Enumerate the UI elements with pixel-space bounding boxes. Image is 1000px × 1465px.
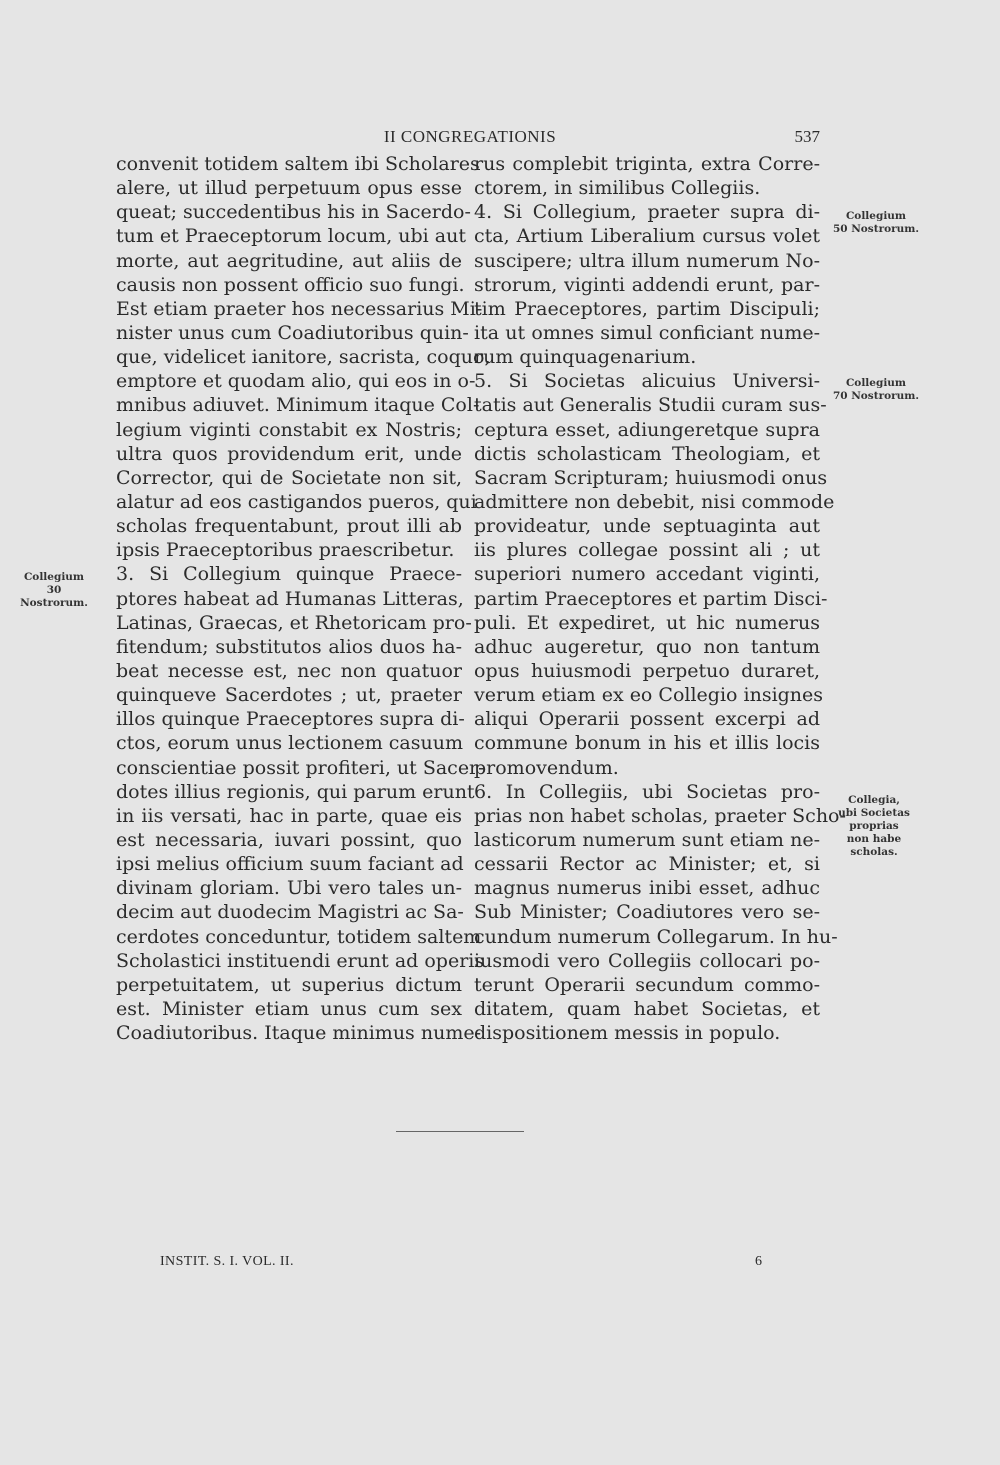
text-line: ipsi melius officium suum faciant ad	[116, 853, 464, 876]
text-line: cessarii Rector ac Minister; et, si	[474, 853, 820, 876]
text-line: iusmodi vero Collegiis collocari po-	[474, 949, 820, 972]
margin-note-line: Collegium	[23, 571, 85, 583]
text-line: suscipere; ultra illum numerum No-	[474, 249, 820, 272]
text-line: iis plures collegae possint ali ; ut	[474, 539, 820, 562]
margin-note-line: non habe	[846, 833, 902, 845]
text-line: perpetuitatem, ut superius dictum	[116, 973, 462, 996]
margin-note-collegia-scholas	[826, 794, 922, 859]
text-line: beat necesse est, nec non quatuor	[116, 659, 462, 682]
text-line: tatis aut Generalis Studii curam sus-	[474, 394, 827, 417]
text-line: tum et Praeceptorum locum, ubi aut	[116, 225, 466, 248]
text-line: Scholastici instituendi erunt ad operis	[116, 949, 485, 972]
text-line: divinam gloriam. Ubi vero tales un-	[116, 877, 462, 900]
text-line: cta, Artium Liberalium cursus volet	[474, 225, 820, 248]
text-line: causis non possent officio suo fungi.	[116, 273, 465, 296]
text-line: promovendum.	[474, 756, 619, 779]
margin-note-collegium-70	[826, 377, 926, 403]
text-line: 4. Si Collegium, praeter supra di-	[474, 201, 820, 224]
text-line: est. Minister etiam unus cum sex	[116, 997, 462, 1020]
margin-note-line: 70 Nostrorum.	[832, 390, 920, 402]
text-line: alere, ut illud perpetuum opus esse	[116, 177, 462, 200]
margin-note-line: proprias	[849, 820, 899, 832]
text-line: conscientiae possit profiteri, ut Sacer-	[116, 756, 485, 779]
text-line: ctos, eorum unus lectionem casuum	[116, 732, 463, 755]
text-line: convenit totidem saltem ibi Scholares	[116, 153, 480, 175]
footer-signature-mark: 6	[755, 1254, 762, 1269]
left-text-column	[116, 152, 491, 1045]
text-line: mnibus adiuvet. Minimum itaque Col-	[116, 394, 480, 417]
text-line: queat; succedentibus his in Sacerdo-	[116, 201, 471, 224]
margin-note-line: Collegia,	[848, 794, 900, 806]
text-line: cundum numerum Collegarum. In hu-	[474, 925, 838, 948]
margin-note-line: 30 Nostrorum.	[20, 584, 88, 609]
text-line: rum quinquagenarium.	[474, 346, 697, 369]
text-line: legium viginti constabit ex Nostris;	[116, 418, 462, 441]
text-line: 3. Si Collegium quinque Praece-	[116, 563, 462, 586]
text-line: fitendum; substitutos alios duos ha-	[116, 635, 462, 658]
text-line: ipsis Praeceptoribus praescribetur.	[116, 539, 455, 562]
text-line: prias non habet scholas, praeter Scho-	[474, 804, 846, 827]
text-line: opus huiusmodi perpetuo duraret,	[474, 659, 820, 682]
margin-note-collegium-30	[14, 571, 94, 610]
text-line: ceptura esset, adiungeretque supra	[474, 418, 820, 441]
text-line: magnus numerus inibi esset, adhuc	[474, 877, 820, 900]
text-line: cerdotes conceduntur, totidem saltem	[116, 925, 482, 948]
margin-note-line: Collegium	[845, 377, 907, 389]
margin-note-line: ubi Societas	[838, 807, 910, 819]
text-line: strorum, viginti addendi erunt, par-	[474, 273, 820, 296]
text-line: illos quinque Praeceptores supra di-	[116, 708, 465, 731]
text-line: superiori numero accedant viginti,	[474, 563, 820, 586]
page-number: 537	[794, 127, 820, 146]
text-line: ita ut omnes simul conficiant nume-	[474, 321, 820, 344]
text-line: morte, aut aegritudine, aut aliis de	[116, 249, 462, 272]
margin-note-line: scholas.	[850, 846, 898, 858]
text-line: 5. Si Societas alicuius Universi-	[474, 370, 820, 393]
margin-note-line: 50 Nostrorum.	[832, 223, 920, 235]
text-line: in iis versati, hac in parte, quae eis	[116, 804, 462, 827]
text-line: scholas frequentabunt, prout illi ab	[116, 515, 462, 538]
running-header: II CONGREGATIONIS	[383, 127, 557, 146]
text-line: rus complebit triginta, extra Corre-	[474, 153, 820, 175]
section-rule	[396, 1131, 524, 1132]
text-line: ultra quos providendum erit, unde	[116, 442, 462, 465]
text-line: adhuc augeretur, quo non tantum	[474, 635, 820, 658]
text-line: alatur ad eos castigandos pueros, qui	[116, 490, 477, 513]
text-line: nister unus cum Coadiutoribus quin-	[116, 321, 469, 344]
text-line: commune bonum in his et illis locis	[474, 732, 820, 755]
text-line: 6. In Collegiis, ubi Societas pro-	[474, 780, 820, 803]
margin-note-line: Collegium	[845, 210, 907, 222]
footer-signature: INSTIT. S. I. VOL. II.	[160, 1254, 294, 1269]
right-text-column	[474, 152, 846, 1045]
text-line: dispositionem messis in populo.	[474, 1022, 781, 1045]
text-line: Coadiutoribus. Itaque minimus nume-	[116, 1022, 481, 1045]
text-line: ditatem, quam habet Societas, et	[474, 997, 820, 1020]
text-line: Sub Minister; Coadiutores vero se-	[474, 901, 820, 924]
text-line: aliqui Operarii possent excerpi ad	[474, 708, 820, 731]
text-line: ptores habeat ad Humanas Litteras,	[116, 587, 464, 610]
text-line: provideatur, unde septuaginta aut	[474, 515, 820, 538]
text-line: dictis scholasticam Theologiam, et	[474, 442, 820, 465]
text-line: puli. Et expediret, ut hic numerus	[474, 611, 820, 634]
text-line: decim aut duodecim Magistri ac Sa-	[116, 901, 464, 924]
margin-note-collegium-50	[826, 210, 926, 236]
text-line: ctorem, in similibus Collegiis.	[474, 177, 761, 200]
text-line: Est etiam praeter hos necessarius Mi-	[116, 297, 483, 320]
text-line: dotes illius regionis, qui parum erunt	[116, 780, 475, 803]
text-line: partim Praeceptores et partim Disci-	[474, 587, 828, 610]
text-line: verum etiam ex eo Collegio insignes	[474, 684, 824, 707]
text-line: terunt Operarii secundum commo-	[474, 973, 820, 996]
text-line: Latinas, Graecas, et Rhetoricam pro-	[116, 611, 472, 634]
text-line: quinqueve Sacerdotes ; ut, praeter	[116, 684, 462, 707]
text-line: Sacram Scripturam; huiusmodi onus	[474, 466, 828, 489]
text-line: admittere non debebit, nisi commode	[474, 490, 835, 513]
text-line: emptore et quodam alio, qui eos in o-	[116, 370, 476, 393]
text-line: lasticorum numerum sunt etiam ne-	[474, 828, 820, 851]
text-line: est necessaria, iuvari possint, quo	[116, 828, 462, 851]
text-line: tim Praeceptores, partim Discipuli;	[474, 297, 820, 320]
text-line: que, videlicet ianitore, sacrista, coquo,	[116, 346, 491, 369]
text-line: Corrector, qui de Societate non sit,	[116, 466, 462, 489]
